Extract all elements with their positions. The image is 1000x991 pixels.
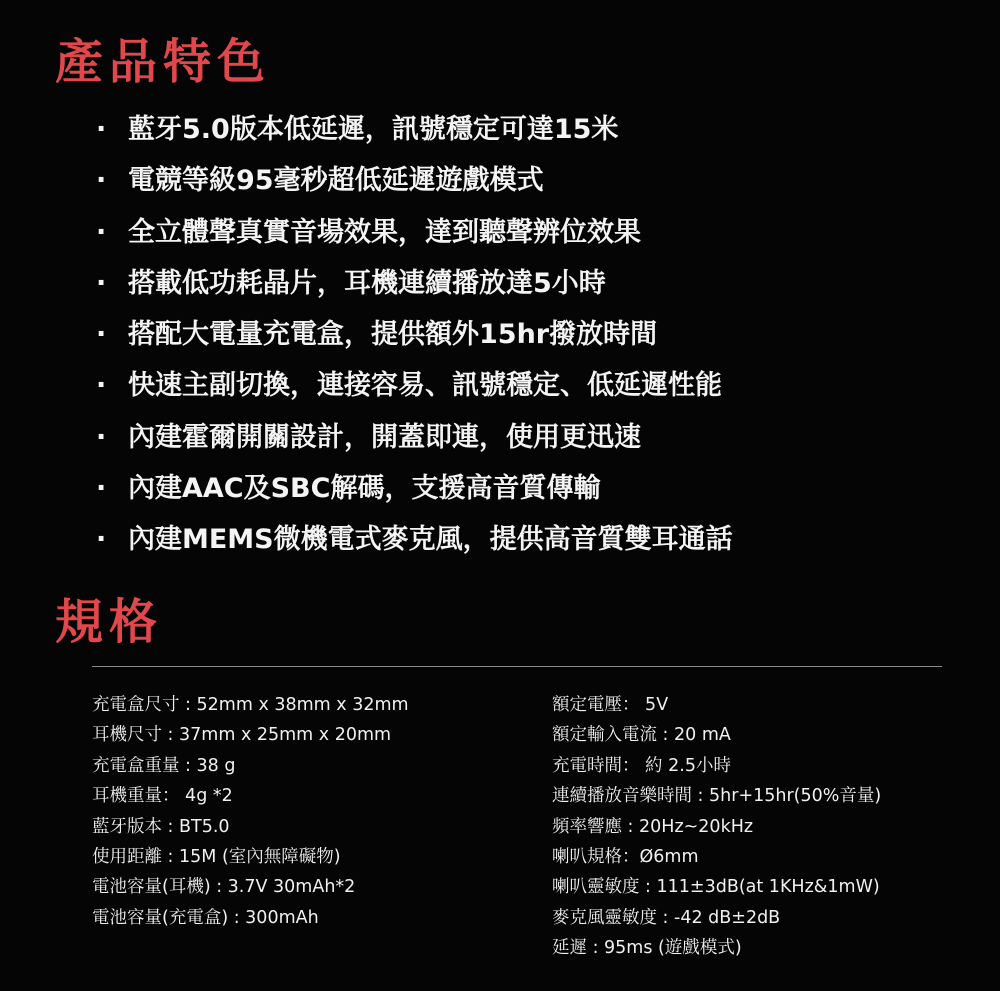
feature-item (96, 360, 733, 411)
divider (92, 666, 942, 667)
feature-item (96, 463, 733, 514)
feature-text: 藍牙5.0版本低延遲，訊號穩定可達15米 (128, 114, 619, 145)
spec-item: 喇叭靈敏度 : 111±3dB(at 1KHz&1mW) (552, 877, 880, 898)
spec-item: 延遲 : 95ms (遊戲模式) (552, 938, 742, 959)
features-list (96, 104, 733, 566)
spec-item: 藍牙版本 : BT5.0 (92, 816, 230, 837)
bullet-icon: · (96, 165, 107, 197)
spec-item: 喇叭規格：Ø6mm (552, 846, 699, 867)
feature-text: 電競等級95毫秒超低延遲遊戲模式 (128, 165, 544, 197)
feature-text: 全立體聲真實音場效果，達到聽聲辨位效果 (128, 216, 641, 248)
feature-text: 內建AAC及SBC解碼，支援高音質傳輸 (128, 473, 601, 505)
spec-item: 耳機重量： 4g *2 (92, 786, 233, 807)
spec-item: 電池容量(耳機) : 3.7V 30mAh*2 (92, 877, 356, 898)
spec-item: 充電盒尺寸 : 52mm x 38mm x 32mm (92, 695, 409, 715)
specs-title: 規格 (55, 594, 164, 650)
feature-item (96, 104, 733, 155)
bullet-icon: · (96, 370, 107, 402)
bullet-icon: · (96, 319, 107, 351)
spec-item: 頻率響應 : 20Hz~20kHz (552, 816, 754, 837)
spec-item: 額定電壓： 5V (552, 695, 669, 715)
bullet-icon: · (96, 216, 107, 248)
spec-item: 麥克風靈敏度 : -42 dB±2dB (552, 907, 781, 928)
feature-text: 內建MEMS微機電式麥克風，提供高音質雙耳通話 (128, 524, 733, 556)
feature-text: 內建霍爾開關設計，開蓋即連，使用更迅速 (128, 421, 641, 453)
spec-item: 充電盒重量 : 38 g (92, 755, 236, 776)
feature-text: 搭載低功耗晶片，耳機連續播放達5小時 (128, 267, 606, 299)
spec-item: 電池容量(充電盒) : 300mAh (92, 907, 319, 928)
feature-text: 快速主副切換，連接容易、訊號穩定、低延遲性能 (128, 370, 722, 402)
features-title: 產品特色 (55, 34, 272, 90)
feature-item (96, 155, 733, 206)
feature-text: 搭配大電量充電盒，提供額外15hr撥放時間 (128, 319, 658, 351)
bullet-icon: · (96, 114, 107, 145)
spec-list-left (92, 690, 409, 933)
spec-item: 充電時間： 約 2.5小時 (552, 755, 731, 776)
feature-item (96, 309, 733, 360)
spec-item: 使用距離 : 15M (室內無障礙物) (92, 846, 341, 867)
bullet-icon: · (96, 421, 107, 453)
bullet-icon: · (96, 524, 107, 556)
spec-item: 額定輸入電流 : 20 mA (552, 725, 731, 746)
spec-item: 連續播放音樂時間 : 5hr+15hr(50%音量) (552, 786, 882, 807)
spec-item: 耳機尺寸 : 37mm x 25mm x 20mm (92, 725, 392, 746)
feature-item (96, 207, 733, 258)
bullet-icon: · (96, 473, 107, 505)
feature-item (96, 514, 733, 565)
feature-item (96, 412, 733, 463)
bullet-icon: · (96, 267, 107, 299)
feature-item (96, 258, 733, 309)
spec-list-right (552, 690, 881, 964)
